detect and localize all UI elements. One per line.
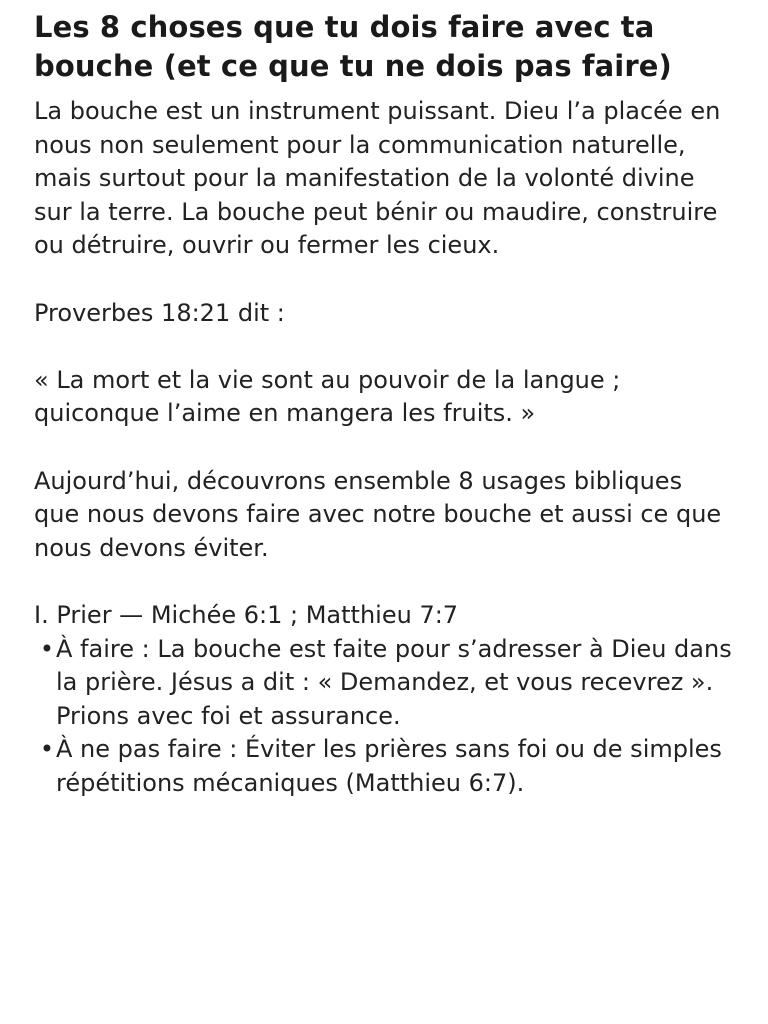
intro-paragraph: La bouche est un instrument puissant. Dieu l’a placée en nous non seulement pour la communication naturelle, mais surtout pour la manifestation de la volonté divine sur la terre. La bouche peut bénir ou maudire, construire ou détruire, ouvrir ou fermer les cieux. xyxy=(34,97,728,260)
bullet-dont xyxy=(34,733,734,800)
today-paragraph: Aujourd’hui, découvrons ensemble 8 usages bibliques que nous devons faire avec notre bouche et aussi ce que nous devons éviter. xyxy=(34,466,729,562)
section-heading: I. Prier — Michée 6:1 ; Matthieu 7:7 xyxy=(34,600,459,629)
bullet-do-text: À faire : La bouche est faite pour s’adresser à Dieu dans la prière. Jésus a dit : « Demandez, et vous recevrez ». Prions avec foi et assurance. xyxy=(56,634,740,730)
scripture-quote: « La mort et la vie sont au pouvoir de la langue ; quiconque l’aime en mangera les fruits. » xyxy=(34,365,629,428)
bullet-icon: • xyxy=(39,634,54,663)
article-body xyxy=(34,95,740,800)
bullet-icon: • xyxy=(39,735,54,764)
section-pray xyxy=(34,599,740,801)
bullet-dont-text: À ne pas faire : Éviter les prières sans foi ou de simples répétitions mécaniques (Matthieu 6:7). xyxy=(56,735,730,797)
article-title: Les 8 choses que tu dois faire avec ta bouche (et ce que tu ne dois pas faire) xyxy=(34,10,672,83)
scripture-reference: Proverbes 18:21 dit : xyxy=(34,298,285,327)
article xyxy=(34,8,740,800)
bullet-do xyxy=(34,633,740,734)
